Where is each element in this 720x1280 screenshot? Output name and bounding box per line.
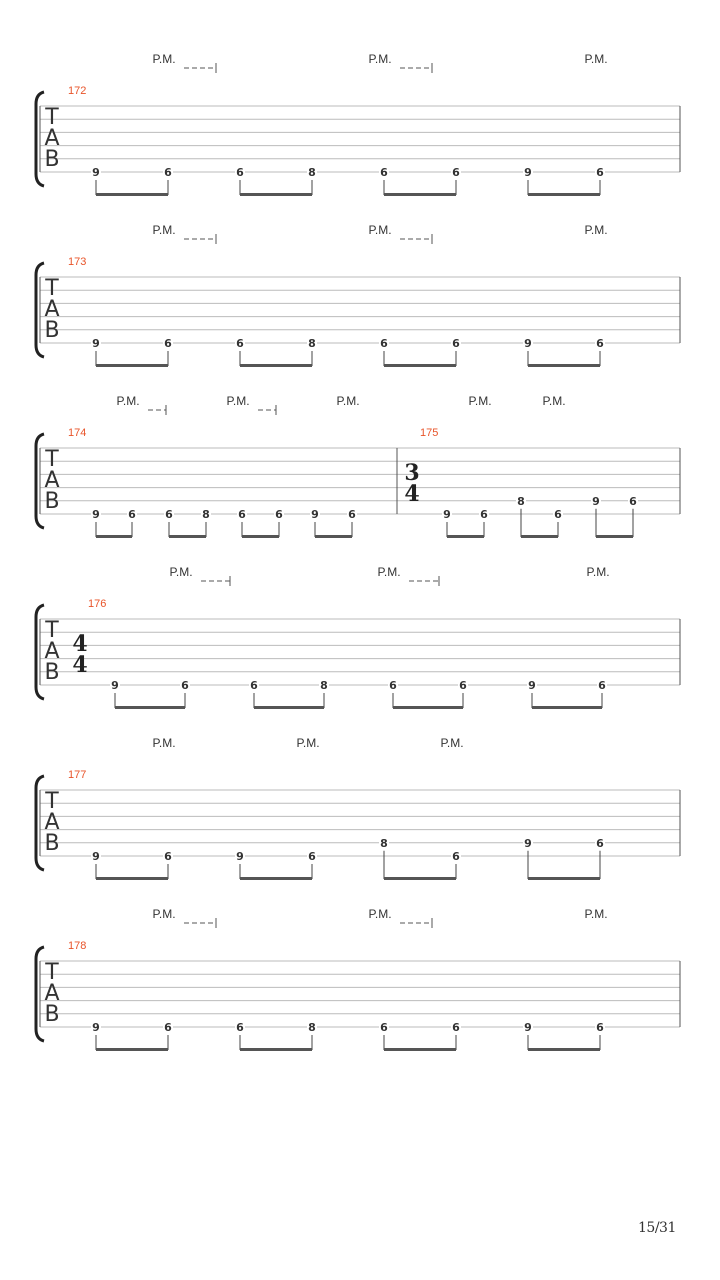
- fret-number: 8: [320, 679, 328, 692]
- fret-number: 6: [164, 850, 172, 863]
- fret-number: 9: [524, 836, 532, 850]
- fret-number: 8: [308, 337, 316, 350]
- palm-mute-label: P.M.: [377, 565, 401, 579]
- note-beam: [96, 877, 168, 880]
- measure-number: 177: [68, 769, 87, 781]
- fret-number: 9: [92, 166, 100, 179]
- fret-number: 6: [598, 679, 606, 692]
- tab-clef-letter: T: [45, 447, 59, 472]
- fret-number: 6: [452, 337, 460, 350]
- tab-clef-letter: A: [44, 639, 60, 664]
- tab-clef-letter: A: [44, 810, 60, 835]
- note-beam: [528, 877, 600, 880]
- note-beam: [254, 706, 324, 709]
- fret-number: 6: [380, 337, 388, 350]
- palm-mute-label: P.M.: [169, 565, 193, 579]
- fret-number: 8: [202, 508, 210, 521]
- palm-mute-label: P.M.: [116, 394, 140, 408]
- fret-number: 6: [164, 166, 172, 179]
- palm-mute-label: P.M.: [368, 907, 392, 921]
- fret-number: 9: [592, 494, 600, 508]
- note-beam: [384, 364, 456, 367]
- note-beam: [96, 364, 168, 367]
- time-signature-digit: 4: [404, 481, 420, 507]
- time-signature-digit: 4: [72, 652, 88, 678]
- palm-mute-label: P.M.: [368, 52, 392, 66]
- fret-number: 6: [380, 1021, 388, 1034]
- note-beam: [528, 364, 600, 367]
- tab-clef-letter: B: [44, 660, 60, 685]
- measure-number: 173: [68, 256, 87, 268]
- fret-number: 6: [308, 850, 316, 863]
- measure-number: 172: [68, 85, 87, 97]
- note-beam: [528, 1048, 600, 1051]
- fret-number: 9: [524, 166, 532, 179]
- note-beam: [384, 1048, 456, 1051]
- page-number: 15/31: [638, 1220, 676, 1236]
- palm-mute-label: P.M.: [586, 565, 610, 579]
- fret-number: 6: [164, 1021, 172, 1034]
- tab-clef-letter: B: [44, 147, 60, 172]
- fret-number: 6: [250, 679, 258, 692]
- palm-mute-label: P.M.: [296, 736, 320, 750]
- measure-number: 175: [420, 427, 439, 439]
- note-beam: [596, 535, 633, 538]
- fret-number: 8: [308, 166, 316, 179]
- palm-mute-label: P.M.: [368, 223, 392, 237]
- fret-number: 6: [596, 166, 604, 179]
- fret-number: 6: [480, 508, 488, 521]
- palm-mute-label: P.M.: [584, 907, 608, 921]
- tab-clef-letter: B: [44, 318, 60, 343]
- fret-number: 8: [380, 836, 388, 850]
- note-beam: [240, 877, 312, 880]
- tab-clef-letter: T: [45, 618, 59, 643]
- note-beam: [384, 877, 456, 880]
- note-beam: [521, 535, 558, 538]
- palm-mute-label: P.M.: [440, 736, 464, 750]
- note-beam: [240, 364, 312, 367]
- palm-mute-label: P.M.: [152, 223, 176, 237]
- fret-number: 9: [92, 508, 100, 521]
- fret-number: 6: [275, 508, 283, 521]
- fret-number: 6: [236, 166, 244, 179]
- note-beam: [96, 1048, 168, 1051]
- fret-number: 6: [238, 508, 246, 521]
- fret-number: 6: [348, 508, 356, 521]
- fret-number: 6: [459, 679, 467, 692]
- note-beam: [532, 706, 602, 709]
- palm-mute-label: P.M.: [542, 394, 566, 408]
- time-signature-digit: 3: [404, 460, 420, 486]
- tab-clef-letter: A: [44, 297, 60, 322]
- palm-mute-label: P.M.: [584, 52, 608, 66]
- fret-number: 9: [443, 508, 451, 521]
- fret-number: 6: [164, 337, 172, 350]
- fret-number: 6: [380, 166, 388, 179]
- tab-clef-letter: B: [44, 489, 60, 514]
- fret-number: 8: [517, 494, 525, 508]
- fret-number: 6: [452, 850, 460, 863]
- tab-clef-letter: T: [45, 960, 59, 985]
- measure-number: 178: [68, 940, 87, 952]
- fret-number: 9: [111, 679, 119, 692]
- fret-number: 6: [452, 1021, 460, 1034]
- fret-number: 9: [528, 679, 536, 692]
- tab-clef-letter: B: [44, 1002, 60, 1027]
- tab-clef-letter: A: [44, 981, 60, 1006]
- fret-number: 9: [524, 1021, 532, 1034]
- fret-number: 9: [92, 337, 100, 350]
- fret-number: 6: [236, 1021, 244, 1034]
- fret-number: 8: [308, 1021, 316, 1034]
- fret-number: 6: [236, 337, 244, 350]
- fret-number: 6: [596, 1021, 604, 1034]
- fret-number: 6: [596, 836, 604, 850]
- note-beam: [240, 1048, 312, 1051]
- palm-mute-label: P.M.: [152, 907, 176, 921]
- note-beam: [115, 706, 185, 709]
- note-beam: [384, 193, 456, 196]
- note-beam: [96, 193, 168, 196]
- note-beam: [393, 706, 463, 709]
- tab-system: [36, 223, 680, 367]
- tab-system: [36, 565, 680, 709]
- palm-mute-label: P.M.: [584, 223, 608, 237]
- tab-clef-letter: A: [44, 126, 60, 151]
- time-signature-digit: 4: [72, 631, 88, 657]
- measure-number: 176: [88, 598, 107, 610]
- note-beam: [169, 535, 206, 538]
- note-beam: [242, 535, 279, 538]
- fret-number: 6: [389, 679, 397, 692]
- palm-mute-label: P.M.: [336, 394, 360, 408]
- tab-clef-letter: T: [45, 276, 59, 301]
- fret-number: 6: [554, 508, 562, 521]
- palm-mute-label: P.M.: [468, 394, 492, 408]
- measure-number: 174: [68, 427, 87, 439]
- fret-number: 6: [452, 166, 460, 179]
- fret-number: 6: [629, 494, 637, 508]
- fret-number: 9: [92, 850, 100, 863]
- fret-number: 6: [181, 679, 189, 692]
- fret-number: 9: [92, 1021, 100, 1034]
- tab-system: [36, 736, 680, 880]
- fret-number: 6: [128, 508, 136, 521]
- note-beam: [315, 535, 352, 538]
- palm-mute-label: P.M.: [226, 394, 250, 408]
- fret-number: 9: [524, 337, 532, 350]
- note-beam: [528, 193, 600, 196]
- tab-system: [36, 394, 680, 538]
- note-beam: [240, 193, 312, 196]
- tab-clef-letter: T: [45, 105, 59, 130]
- fret-number: 9: [311, 508, 319, 521]
- note-beam: [96, 535, 132, 538]
- tab-system: [36, 907, 680, 1051]
- fret-number: 6: [165, 508, 173, 521]
- fret-number: 9: [236, 850, 244, 863]
- tab-system: [36, 52, 680, 196]
- tab-clef-letter: A: [44, 468, 60, 493]
- palm-mute-label: P.M.: [152, 736, 176, 750]
- tab-clef-letter: B: [44, 831, 60, 856]
- note-beam: [447, 535, 484, 538]
- tab-clef-letter: T: [45, 789, 59, 814]
- palm-mute-label: P.M.: [152, 52, 176, 66]
- fret-number: 6: [596, 337, 604, 350]
